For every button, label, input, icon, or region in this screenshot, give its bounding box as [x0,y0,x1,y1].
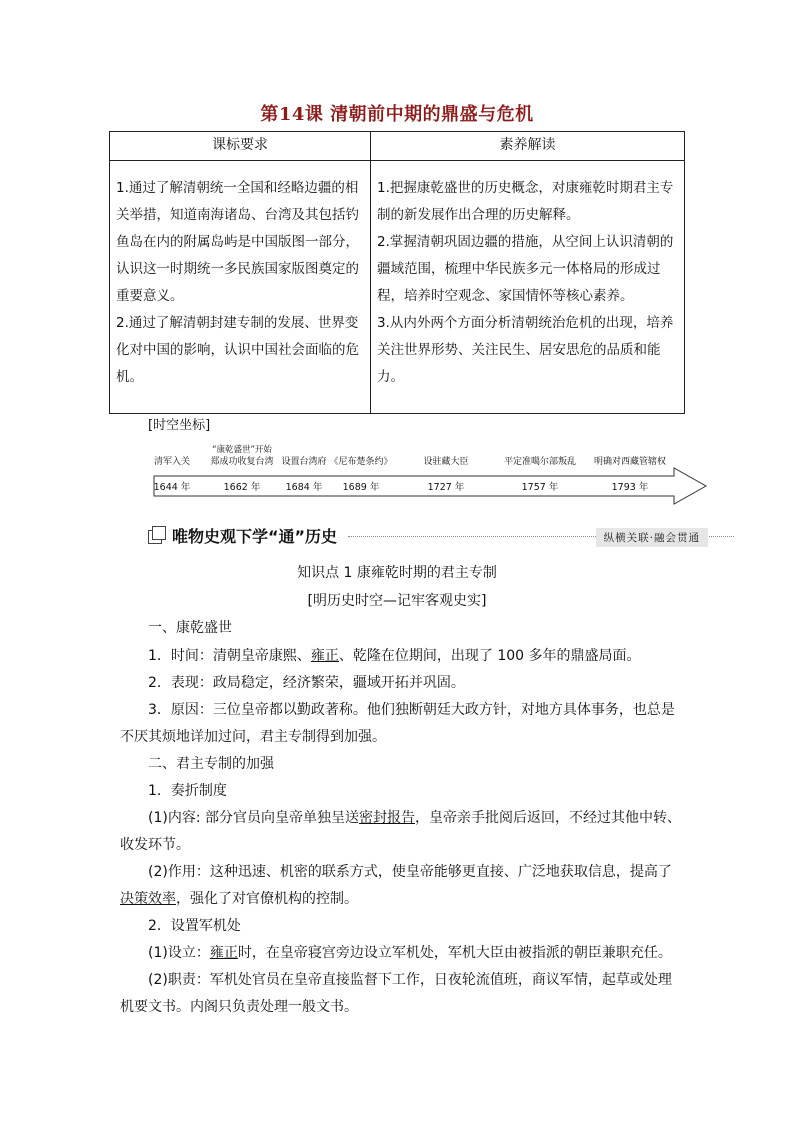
table-header-right: 素养解读 [371,132,685,161]
literacy-3: 3.从内外两个方面分析清朝统治危机的出现，培养关注世界形势、关注民生、居安思危的品质和能力。 [377,315,674,385]
section-box-icon-front [152,526,166,540]
knowledge-point-title: 知识点 1 康雍乾时期的君主专制 [297,565,497,581]
table-cell-right [371,161,685,414]
timeline-year: 1757 年 [521,482,559,493]
timeline-year: 1644 年 [153,482,191,493]
timeline-year: 1793 年 [611,482,649,493]
section-band [148,524,706,550]
section-heading: 唯物史观下学“通”历史 [172,527,338,546]
para-memorial-effect: (2)作用：这种迅速、机密的联系方式，使皇帝能够更直接、广泛地获取信息，提高了 [148,864,672,880]
para-time: 1．时间：清朝皇帝康熙、雍正、乾隆在位期间，出现了 100 多年的鼎盛局面。 [148,648,641,664]
timeline-event-label: 郑成功收复台湾 [210,457,274,467]
heading-kangqian: 一、康乾盛世 [148,620,232,636]
timeline-event-label: 平定准噶尔部叛乱 [503,457,577,467]
para-junjichu-setup: (1)设立：雍正时，在皇帝寝宫旁边设立军机处，军机大臣由被指派的朝臣兼职充任。 [148,945,672,961]
timeline-event-label: 设驻藏大臣 [423,457,469,467]
literacy-2: 2.掌握清朝巩固边疆的措施，从空间上认识清朝的疆域范围，梳理中华民族多元一体格局的形成过程，培养时空观念、家国情怀等核心素养。 [377,234,674,304]
section-tag: 纵横关联·融会贯通 [596,528,708,547]
table-cell-left [110,161,371,414]
timeline [150,440,710,506]
timeline-event-label: 《尼布楚条约》 [329,457,393,467]
timeline-era-label: “康乾盛世”开始 [212,445,272,455]
sub-junjichu: 2．设置军机处 [148,918,241,934]
para-reason: 3．原因：三位皇帝都以勤政著称。他们独断朝廷大政方针，对地方具体事务，也总是 [148,702,675,718]
heading-autocracy: 二、君主专制的加强 [148,756,274,772]
lesson-title: 第14课 清朝前中期的鼎盛与危机 [260,104,534,125]
timeline-year: 1727 年 [427,482,465,493]
timeline-event-label: 清军入关 [153,457,191,467]
timeline-event-label: 设置台湾府 [281,457,327,467]
timeline-year: 1662 年 [223,482,261,493]
timeline-year: 1684 年 [285,482,323,493]
timeline-year: 1689 年 [342,482,380,493]
para-performance: 2．表现：政局稳定，经济繁荣，疆域开拓并巩固。 [148,675,465,691]
sub-memorial: 1．奏折制度 [148,783,227,799]
timeline-event-label: 明确对西藏管辖权 [593,457,667,467]
literacy-1: 1.把握康乾盛世的历史概念，对康雍乾时期君主专制的新发展作出合理的历史解释。 [377,180,674,223]
para-memorial-content: (1)内容: 部分官员向皇帝单独呈送密封报告，皇帝亲手批阅后返回，不经过其他中转、 [148,810,681,826]
curriculum-table [109,131,685,414]
para-memorial-content-cont: 收发环节。 [120,837,190,853]
table-header-left: 课标要求 [110,132,371,161]
knowledge-point-subtitle: [明历史时空—记牢客观史实] [307,593,487,609]
para-junjichu-duty: (2)职责：军机处官员在皇帝直接监督下工作，日夜轮流值班，商议军情，起草或处理 [148,972,672,988]
timeline-label: [时空坐标] [148,418,211,433]
para-memorial-effect-cont: 决策效率，强化了对官僚机构的控制。 [120,891,358,907]
para-junjichu-duty-cont: 机要文书。内阁只负责处理一般文书。 [120,999,358,1015]
requirement-2: 2.通过了解清朝封建专制的发展、世界变化对中国的影响，认识中国社会面临的危机。 [116,315,359,385]
requirement-1: 1.通过了解清朝统一全国和经略边疆的相关举措，知道南海诸岛、台湾及其包括钓鱼岛在内的附属岛屿是中国版图一部分，认识这一时期统一多民族国家版图奠定的重要意义。 [116,180,359,304]
para-reason-cont: 不厌其烦地详加过问，君主专制得到加强。 [120,729,386,745]
